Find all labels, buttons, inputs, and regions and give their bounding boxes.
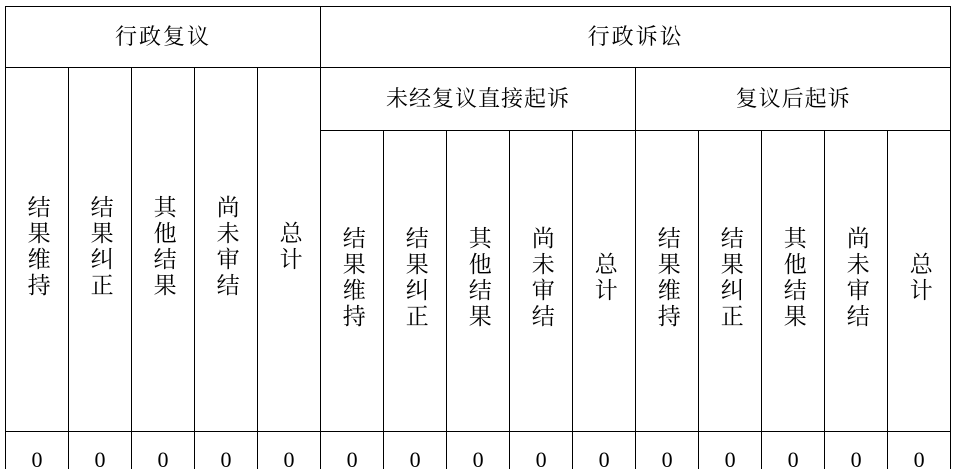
value-cell: 0 xyxy=(825,432,888,469)
group-header-administrative-litigation: 行政诉讼 xyxy=(321,7,951,68)
value-cell: 0 xyxy=(132,432,195,469)
table-row-top-groups xyxy=(6,7,951,68)
value-cell: 0 xyxy=(573,432,636,469)
column-header-direct-other-result: 其他结果 xyxy=(447,131,510,432)
column-header-review-result-corrected: 结果纠正 xyxy=(69,68,132,432)
table-row-second-groups xyxy=(6,68,951,131)
value-cell: 0 xyxy=(699,432,762,469)
column-header-review-other-result: 其他结果 xyxy=(132,68,195,432)
value-cell: 0 xyxy=(510,432,573,469)
value-cell: 0 xyxy=(258,432,321,469)
column-header-review-result-upheld: 结果维持 xyxy=(6,68,69,432)
value-cell: 0 xyxy=(6,432,69,469)
column-header-direct-total: 总计 xyxy=(573,131,636,432)
column-header-direct-result-upheld: 结果维持 xyxy=(321,131,384,432)
column-header-direct-result-corrected: 结果纠正 xyxy=(384,131,447,432)
value-cell: 0 xyxy=(888,432,951,469)
value-cell: 0 xyxy=(321,432,384,469)
column-header-postreview-total: 总计 xyxy=(888,131,951,432)
value-cell: 0 xyxy=(636,432,699,469)
group-header-administrative-review: 行政复议 xyxy=(6,7,321,68)
subgroup-header-post-review-litigation: 复议后起诉 xyxy=(636,68,951,131)
value-cell: 0 xyxy=(762,432,825,469)
value-cell: 0 xyxy=(384,432,447,469)
column-header-postreview-result-corrected: 结果纠正 xyxy=(699,131,762,432)
column-header-review-pending: 尚未审结 xyxy=(195,68,258,432)
administrative-review-litigation-table xyxy=(5,6,951,469)
column-header-postreview-other-result: 其他结果 xyxy=(762,131,825,432)
subgroup-header-direct-litigation: 未经复议直接起诉 xyxy=(321,68,636,131)
value-cell: 0 xyxy=(195,432,258,469)
column-header-direct-pending: 尚未审结 xyxy=(510,131,573,432)
column-header-review-total: 总计 xyxy=(258,68,321,432)
value-cell: 0 xyxy=(69,432,132,469)
table-row-values xyxy=(6,432,951,469)
column-header-postreview-pending: 尚未审结 xyxy=(825,131,888,432)
value-cell: 0 xyxy=(447,432,510,469)
column-header-postreview-result-upheld: 结果维持 xyxy=(636,131,699,432)
